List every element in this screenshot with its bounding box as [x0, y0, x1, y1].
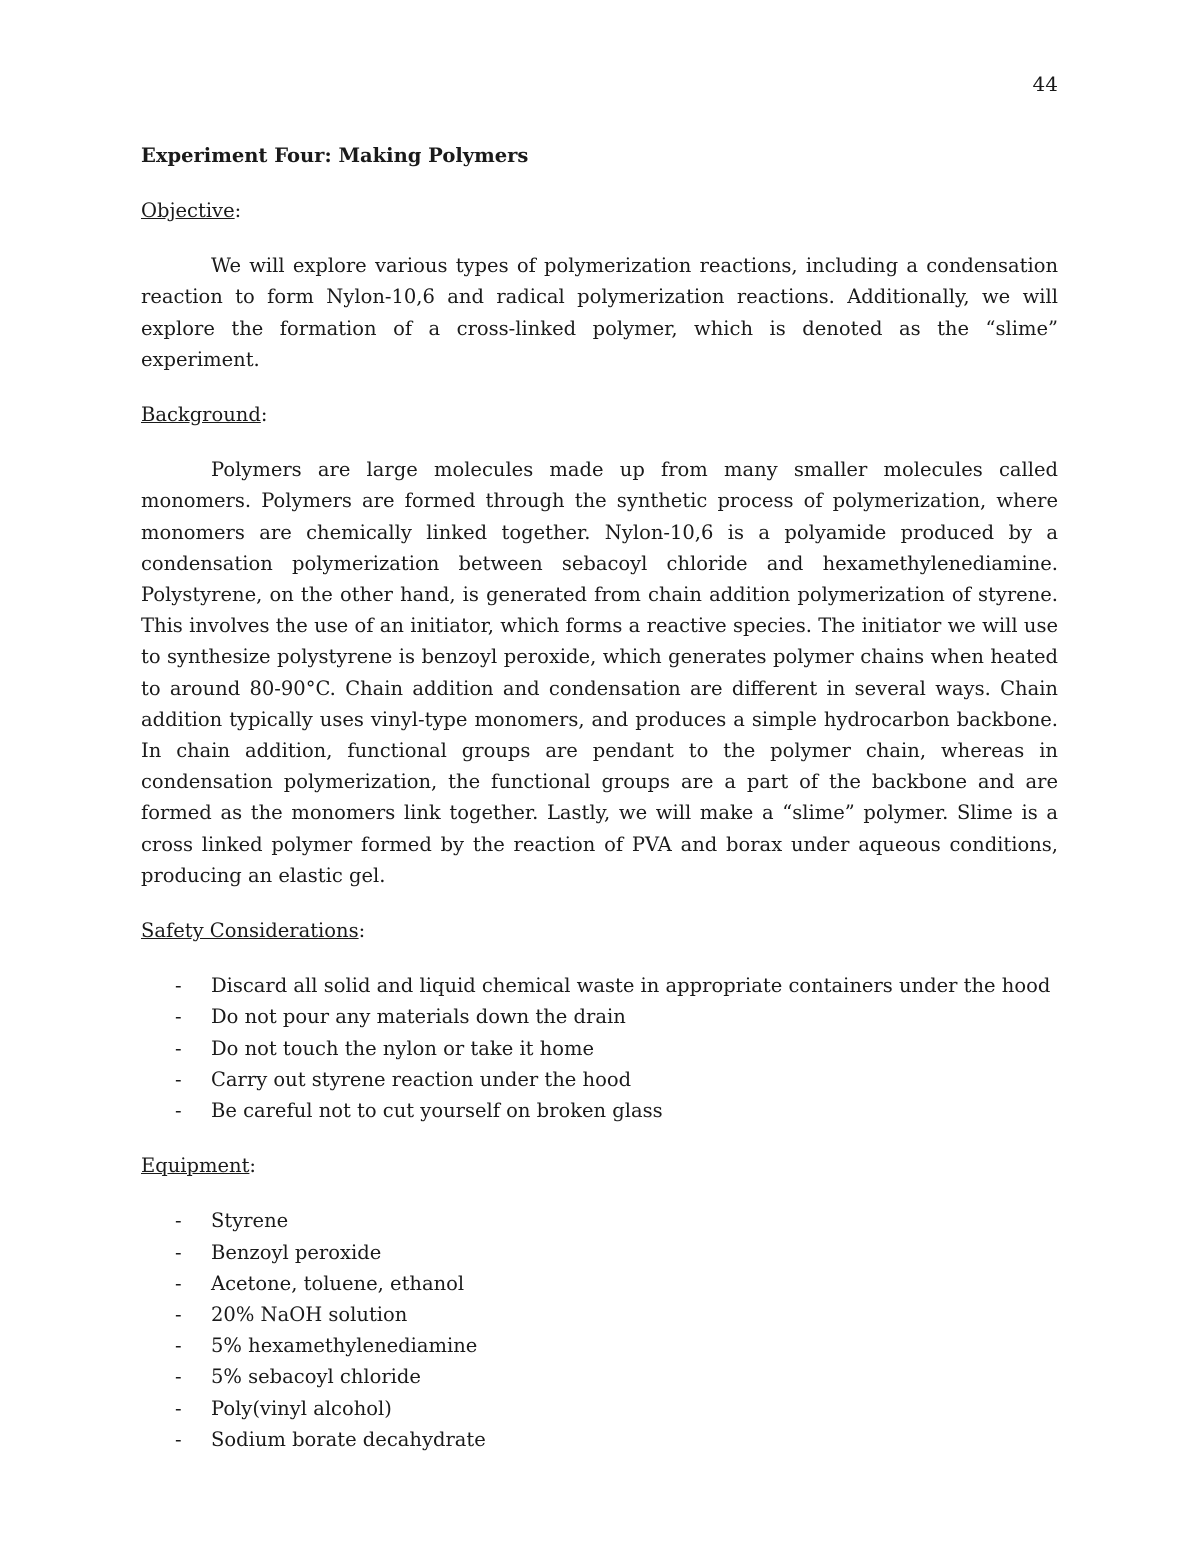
equipment-item [141, 1299, 1058, 1330]
safety-item [141, 1033, 1058, 1064]
background-heading-label: Background [141, 403, 261, 427]
dash-bullet: - [175, 1365, 182, 1389]
background-heading [141, 399, 1058, 430]
background-heading-colon: : [260, 403, 268, 427]
equipment-heading [141, 1150, 1058, 1181]
safety-item-text: Discard all solid and liquid chemical waste in appropriate containers under the hood [211, 974, 1051, 998]
safety-item [141, 1095, 1058, 1126]
equipment-item [141, 1268, 1058, 1299]
safety-list [141, 970, 1058, 1126]
document-body [141, 140, 1058, 1455]
dash-bullet: - [175, 1302, 182, 1326]
equipment-item [141, 1330, 1058, 1361]
dash-bullet: - [175, 1005, 182, 1029]
safety-item-text: Do not touch the nylon or take it home [211, 1036, 595, 1060]
equipment-item [141, 1424, 1058, 1455]
equipment-list [141, 1205, 1058, 1455]
equipment-item-text: 20% NaOH solution [211, 1302, 408, 1326]
equipment-item [141, 1361, 1058, 1392]
equipment-item [141, 1205, 1058, 1236]
objective-paragraph: We will explore various types of polymerization reactions, including a condensation reaction to form Nylon-10,6 and radical polymerization reactions. Additionally, we will explore the formation of a cross-linked polymer, which is denoted as the “slime” experiment. [141, 254, 1058, 371]
dash-bullet: - [175, 1427, 182, 1451]
equipment-item-text: 5% sebacoyl chloride [211, 1365, 421, 1389]
dash-bullet: - [175, 1036, 182, 1060]
safety-heading-label: Safety Considerations [141, 919, 359, 943]
dash-bullet: - [175, 1099, 182, 1123]
safety-item-text: Do not pour any materials down the drain [211, 1005, 626, 1029]
background-paragraph: Polymers are large molecules made up from many smaller molecules called monomers. Polymers are formed through the synthetic process of polymerization, where monomers are chemically linked together. Nylon-10,6 is a polyamide produced by a condensation polymerization between sebacoyl chloride and hexamethylenediamine. Polystyrene, on the other hand, is generated from chain addition polymerization of styrene. This involves the use of an initiator, which forms a reactive species. The initiator we will use to synthesize polystyrene is benzoyl peroxide, which generates polymer chains when heated to around 80-90°C. Chain addition and condensation are different in several ways. Chain addition typically uses vinyl-type monomers, and produces a simple hydrocarbon backbone. In chain addition, functional groups are pendant to the polymer chain, whereas in condensation polymerization, the functional groups are a part of the backbone and are formed as the monomers link together. Lastly, we will make a “slime” polymer. Slime is a cross linked polymer formed by the reaction of PVA and borax under aqueous conditions, producing an elastic gel. [141, 458, 1058, 887]
safety-item-text: Be careful not to cut yourself on broken glass [211, 1099, 663, 1123]
equipment-heading-colon: : [249, 1154, 256, 1178]
equipment-item-text: Benzoyl peroxide [211, 1240, 382, 1264]
safety-item [141, 1001, 1058, 1032]
dash-bullet: - [175, 1396, 182, 1420]
dash-bullet: - [175, 1271, 182, 1295]
page-number: 44 [1032, 72, 1058, 96]
safety-item-text: Carry out styrene reaction under the hood [211, 1067, 632, 1091]
objective-heading-colon: : [234, 199, 242, 222]
objective-heading [141, 195, 1058, 226]
equipment-item-text: Poly(vinyl alcohol) [211, 1396, 392, 1420]
objective-heading-label: Objective [141, 199, 235, 222]
dash-bullet: - [175, 1240, 182, 1264]
equipment-item-text: Sodium borate decahydrate [211, 1427, 486, 1451]
dash-bullet: - [175, 1334, 182, 1358]
dash-bullet: - [175, 1209, 182, 1233]
safety-item [141, 970, 1058, 1001]
equipment-item [141, 1237, 1058, 1268]
equipment-item [141, 1393, 1058, 1424]
document-title: Experiment Four: Making Polymers [141, 144, 529, 167]
safety-item [141, 1064, 1058, 1095]
equipment-item-text: Acetone, toluene, ethanol [211, 1271, 465, 1295]
equipment-heading-label: Equipment [141, 1154, 250, 1178]
safety-heading [141, 915, 1058, 946]
equipment-item-text: 5% hexamethylenediamine [211, 1334, 478, 1358]
dash-bullet: - [175, 1067, 182, 1091]
dash-bullet: - [175, 974, 182, 998]
equipment-item-text: Styrene [211, 1209, 289, 1233]
safety-heading-colon: : [358, 919, 366, 943]
